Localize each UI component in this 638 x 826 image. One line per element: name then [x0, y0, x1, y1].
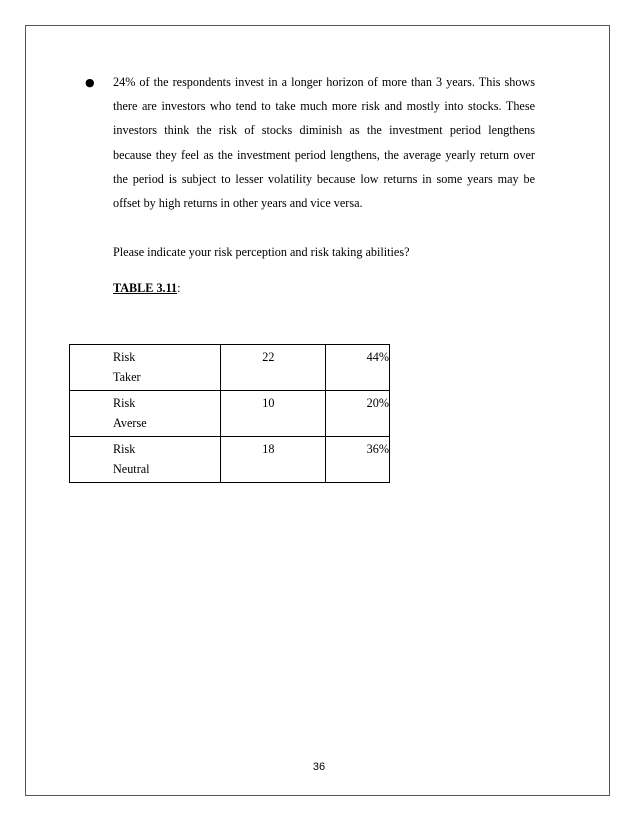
table-row	[70, 391, 390, 437]
percent-cell: 20%	[325, 391, 389, 437]
risk-label-cell	[70, 437, 221, 483]
paragraph-line: 24% of the respondents invest in a longer horizon of more than 3 years. This shows	[113, 75, 535, 89]
question-text: Please indicate your risk perception and risk taking abilities?	[113, 245, 410, 259]
percent-cell: 36%	[325, 437, 389, 483]
risk-label-line2: Averse	[113, 416, 147, 430]
bullet-icon: ●	[85, 76, 95, 89]
risk-label-cell	[70, 391, 221, 437]
bullet-paragraph	[85, 70, 535, 215]
percent-cell: 44%	[325, 345, 389, 391]
risk-table	[69, 344, 390, 483]
risk-label-line1: Risk	[113, 442, 136, 456]
risk-label-cell	[70, 345, 221, 391]
paragraph-line: there are investors who tend to take much more risk and mostly into stocks. These	[113, 99, 535, 114]
risk-label-line2: Neutral	[113, 462, 150, 476]
risk-label-line2: Taker	[113, 370, 141, 384]
risk-label-line1: Risk	[113, 396, 136, 410]
paragraph-line: investors think the risk of stocks diminish as the investment period lengthens	[113, 123, 535, 138]
paragraph-line: because they feel as the investment period lengthens, the average yearly return over	[113, 147, 535, 162]
table-row	[70, 345, 390, 391]
count-cell: 10	[221, 391, 325, 437]
table-row	[70, 437, 390, 483]
table-title-suffix: :	[177, 281, 181, 295]
count-cell: 22	[221, 345, 325, 391]
table-title	[113, 281, 181, 296]
count-cell: 18	[221, 437, 325, 483]
paragraph-line: offset by high returns in other years and vice versa.	[113, 196, 363, 211]
page-number: 36	[312, 761, 326, 773]
table-title-label: TABLE 3.11	[113, 281, 178, 295]
paragraph-line: the period is subject to lesser volatility because low returns in some years may be	[113, 171, 535, 186]
risk-label-line1: Risk	[113, 350, 136, 364]
